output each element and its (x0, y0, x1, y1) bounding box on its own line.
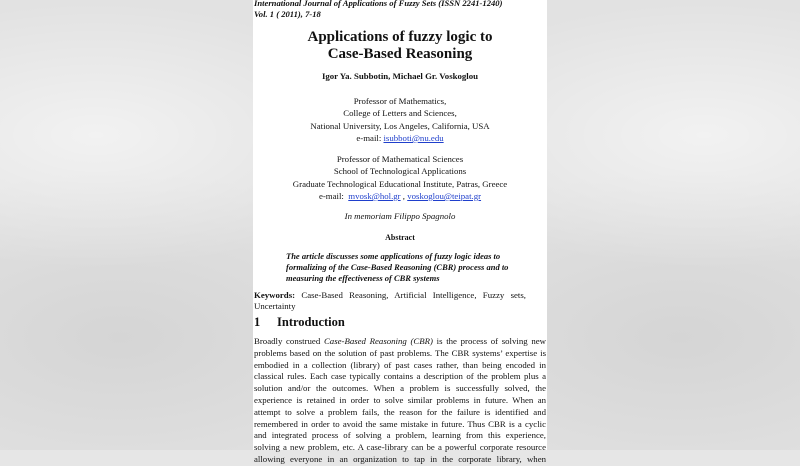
affiliation-1-email-row (253, 132, 547, 144)
email-link-voskoglou[interactable]: voskoglou@teipat.gr (407, 190, 482, 201)
paper-authors: Igor Ya. Subbotin, Michael Gr. Voskoglou (321, 71, 479, 81)
body-line: classical rules. Each case typically contains a description of the problem plus a (254, 371, 546, 382)
body-line: solution and/or the outcomes. When a problem is successfully solved, the (254, 383, 546, 394)
document-page (253, 0, 547, 464)
affiliation-2-school: School of Technological Applications (333, 166, 467, 177)
abstract-line-3: measuring the effectiveness of CBR systems (286, 273, 440, 283)
introduction-body (254, 336, 546, 466)
affiliation-2 (253, 153, 547, 202)
body-emphasis: Case-Based Reasoning (CBR) (323, 336, 433, 346)
title-line-1: Applications of fuzzy logic to (307, 29, 493, 45)
journal-volume: Vol. 1 ( 2011), 7-18 (254, 9, 321, 19)
keywords-label: Keywords: (254, 290, 296, 300)
paper-title (253, 29, 547, 63)
section-heading-introduction (254, 315, 345, 330)
body-line (254, 336, 546, 348)
abstract-line-1: The article discusses some applications of fuzzy logic ideas to (286, 251, 501, 261)
email-separator: , (400, 190, 408, 201)
affiliation-1 (253, 95, 547, 144)
section-title: Introduction (277, 315, 345, 329)
affiliation-1-college: College of Letters and Sciences, (343, 108, 457, 119)
body-line: solving a new problem, etc. A case-library can be a powerful corporate resource (254, 442, 546, 453)
keywords (254, 290, 526, 312)
abstract-text (286, 251, 522, 284)
email-link-mvosk[interactable]: mvosk@hol.gr (348, 190, 401, 201)
body-line: remembered in order to avoid the same mistake in future. Thus CBR is a cyclic (254, 418, 546, 429)
title-line-2: Case-Based Reasoning (327, 46, 473, 62)
body-line: embodied in a collection (library) of past cases rather, than being encoded in (254, 359, 546, 370)
body-line: attempt to solve a problem fails, the reason for the failure is identified and (254, 406, 546, 417)
dedication: In memoriam Filippo Spagnolo (344, 211, 456, 221)
journal-name: International Journal of Applications of Fuzzy Sets (ISSN 2241-1240) (254, 0, 503, 8)
affiliation-2-title: Professor of Mathematical Sciences (336, 154, 464, 164)
keywords-line-1 (254, 290, 526, 301)
abstract-heading: Abstract (385, 233, 415, 242)
body-line: and integrated process of solving a problem, learning from this experience, (254, 430, 546, 441)
email-label: e-mail: (356, 132, 384, 143)
email-label: e-mail: (318, 190, 349, 201)
body-line: experience is retained in order to solve similar problems in future. When an (254, 394, 546, 405)
keywords-line-2: Uncertainty (254, 301, 296, 311)
body-text: is the process of solving new (432, 336, 546, 346)
affiliation-2-institution: Graduate Technological Educational Institute, Patras, Greece (292, 178, 508, 189)
section-number: 1 (254, 315, 261, 329)
affiliation-2-email-row (253, 190, 547, 202)
email-link-subbotin[interactable]: isubboti@nu.edu (383, 132, 444, 143)
keywords-list: Case-Based Reasoning, Artificial Intelligence, Fuzzy sets, (295, 290, 526, 300)
body-text: Broadly construed (254, 336, 324, 346)
abstract-line-2: formalizing of the Case-Based Reasoning (CBR) process and to (286, 262, 509, 272)
affiliation-1-institution: National University, Los Angeles, California, USA (310, 120, 490, 131)
affiliation-1-title: Professor of Mathematics, (353, 96, 447, 106)
journal-header (254, 0, 502, 20)
body-line: allowing everyone in an organization to tap in the corporate library, when (254, 453, 546, 464)
body-line: problems based on the solution of past problems. The CBR systems’ expertise is (254, 347, 546, 358)
